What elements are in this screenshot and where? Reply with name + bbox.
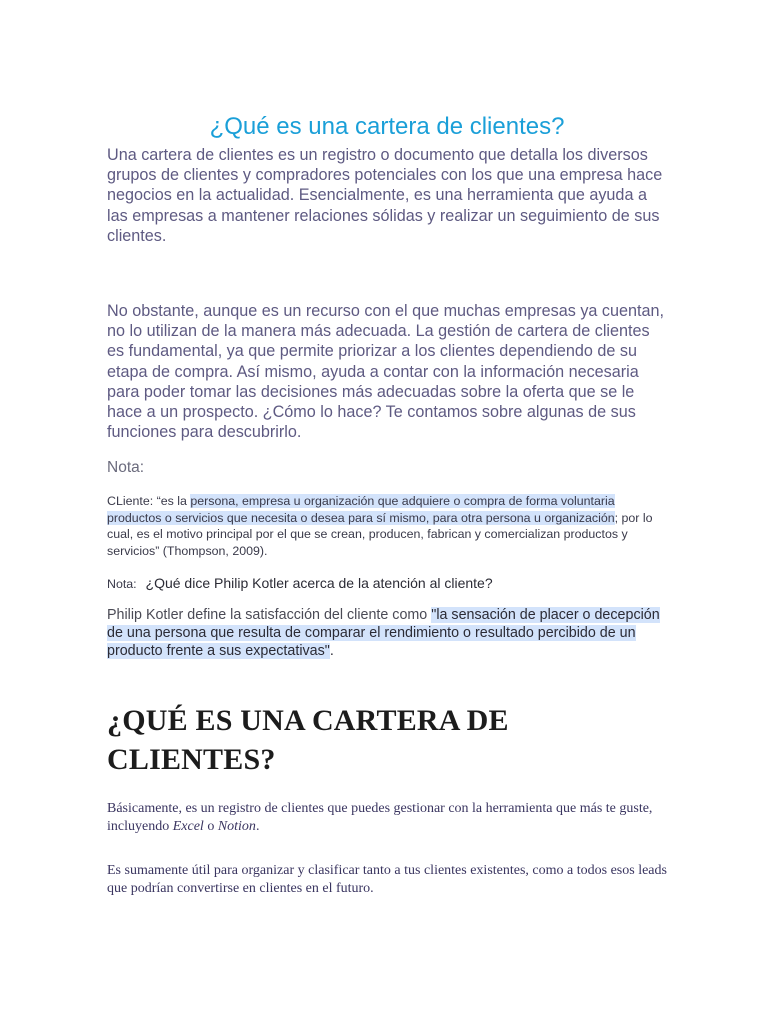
cliente-prefix: CLiente: “es la	[107, 494, 191, 509]
page-title: ¿Qué es una cartera de clientes?	[209, 113, 565, 140]
notion-text: Notion	[217, 819, 256, 835]
nota-label: Nota:	[107, 459, 145, 477]
serif-paragraph-1	[107, 800, 667, 836]
intro-paragraph: Una cartera de clientes es un registro o documento que detalla los diversos grupos de clientes y compradores potenciales con los que una empresa hace negocios en la actualidad. Esencialmente, es una herramienta que ayuda a las empresas a mantener relaciones sólidas y realizar un seguimiento de sus clientes.	[107, 146, 663, 245]
nota-kotler-question	[107, 575, 667, 593]
cliente-definition	[107, 493, 667, 559]
serif-p1-text: Básicamente, es un registro de clientes que puedes gestionar con la herramienta que más te guste, incluyendo	[107, 801, 653, 835]
kotler-end: .	[329, 643, 334, 660]
kotler-paragraph	[107, 606, 667, 660]
second-paragraph: No obstante, aunque es un recurso con el que muchas empresas ya cuentan, no lo utilizan de la manera más adecuada. La gestión de cartera de clientes es fundamental, ya que permite priorizar a los clientes dependiendo de su etapa de compra. Así mismo, ayuda a contar con la información necesaria para poder tomar las decisiones más adecuadas sobre la oferta que se le hace a un prospecto. ¿Cómo lo hace? Te contamos sobre algunas de sus funciones para descubrirlo.	[107, 302, 665, 442]
cliente-highlight: persona, empresa u organización que adquiere o compra de forma voluntaria productos o servicios que necesita o desea para sí mismo, para otra persona u organización	[107, 494, 615, 525]
section-heading: ¿QUÉ ES UNA CARTERA DE CLIENTES?	[107, 704, 509, 777]
kotler-intro: Philip Kotler define la satisfacción del cliente como	[107, 607, 432, 624]
kotler-quote: "la sensación de placer o decepción de una persona que resulta de comparar el rendimiento o resultado percibido de un producto frente a sus expectativas"	[107, 607, 660, 660]
nota2-label: Nota:	[107, 577, 137, 592]
cliente-suffix: ; por lo cual, es el motivo principal por el que se crean, producen, fabrican y comercializan productos y servicios” (Thompson, 2009).	[107, 510, 653, 558]
serif-p1-connector: o	[203, 819, 218, 835]
excel-text: Excel	[172, 819, 204, 835]
document-page	[107, 112, 667, 898]
serif-p1-end: .	[255, 819, 260, 835]
nota2-question: ¿Qué dice Philip Kotler acerca de la atención al cliente?	[145, 575, 493, 592]
serif-paragraph-2: Es sumamente útil para organizar y clasificar tanto a tus clientes existentes, como a todos esos leads que podrían convertirse en clientes en el futuro.	[107, 863, 667, 897]
